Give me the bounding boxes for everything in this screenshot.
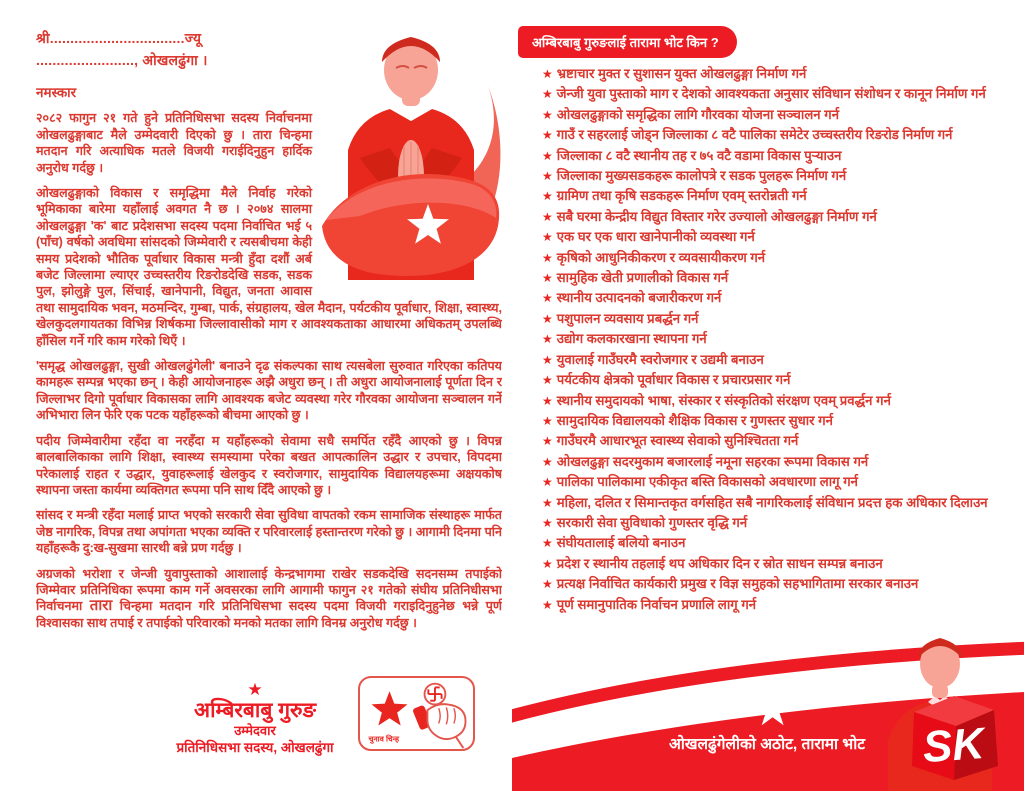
star-bullet-icon: ★ xyxy=(542,597,553,612)
star-bullet-icon: ★ xyxy=(542,250,553,265)
star-bullet-icon: ★ xyxy=(542,373,553,388)
star-bullet-icon: ★ xyxy=(542,413,553,428)
manifesto-item xyxy=(542,227,1018,247)
manifesto-item xyxy=(542,125,1018,145)
signature-block xyxy=(140,681,370,756)
manifesto-item xyxy=(542,350,1018,370)
manifesto-item xyxy=(542,391,1018,411)
manifesto-item xyxy=(542,472,1018,492)
manifesto-item-text: उद्योग कलकारखाना स्थापना गर्न xyxy=(556,331,707,347)
paragraph-6-text-end: चिन्हमा मतदान गरि प्रतिनिधिसभा सदस्य पदमा विजयी गराइदिनुहुनेछ भन्ने पूर्ण विश्वासका साथ तपाई र तपाईको परिवारको मनको मतका लागि विनम्र अनुरोध गर्दछु । xyxy=(36,599,502,630)
star-bullet-icon: ★ xyxy=(542,475,553,490)
manifesto-item xyxy=(542,329,1018,349)
footer-slogan: ओखलढुंगेलीको अठोट, तारामा भोट xyxy=(668,736,866,753)
candidate-portrait-illustration xyxy=(320,28,502,288)
star-bullet-icon: ★ xyxy=(542,393,553,408)
manifesto-item-text: प्रत्यक्ष निर्वाचित कार्यकारी प्रमुख र विज्ञ समुहको सहभागितामा सरकार बनाउन xyxy=(556,576,919,592)
star-bullet-icon: ★ xyxy=(542,434,553,449)
manifesto-item-text: स्थानीय समुदायको भाषा, संस्कार र संस्कृतिको संरक्षण एवम् प्रवर्द्धन गर्न xyxy=(556,392,891,408)
sk-logo-text: SK xyxy=(921,718,986,773)
star-bullet-icon: ★ xyxy=(542,67,553,81)
symbol-star-icon xyxy=(372,691,408,725)
manifesto-item xyxy=(542,554,1018,574)
star-bullet-icon: ★ xyxy=(542,536,553,551)
manifesto-item-text: पर्यटकीय क्षेत्रको पूर्वाधार विकास र प्रचारप्रसार गर्न xyxy=(556,372,791,388)
sk-logo-cube-icon xyxy=(902,688,1002,783)
star-bullet-icon: ★ xyxy=(542,332,553,347)
star-bullet-icon: ★ xyxy=(542,352,553,367)
manifesto-item xyxy=(542,431,1018,451)
manifesto-item xyxy=(542,411,1018,431)
manifesto-item xyxy=(542,146,1018,166)
star-bullet-icon: ★ xyxy=(542,230,553,245)
manifesto-item-text: सामुदायिक विद्यालयको शैक्षिक विकास र गुणस्तर सुधार गर्न xyxy=(556,412,833,428)
manifesto-item xyxy=(542,574,1018,594)
star-bullet-icon: ★ xyxy=(542,556,553,571)
salutation-line-1: श्री.................................ज्यू xyxy=(36,30,202,46)
star-bullet-icon: ★ xyxy=(542,107,553,122)
manifesto-item xyxy=(542,248,1018,268)
manifesto-item-text: संघीयतालाई बलियो बनाउन xyxy=(556,535,686,551)
manifesto-item xyxy=(542,370,1018,390)
manifesto-list xyxy=(542,64,1018,615)
manifesto-item-text: स्थानीय उत्पादनको बजारीकरण गर्न xyxy=(556,290,722,306)
manifesto-item-text: महिला, दलित र सिमान्तकृत वर्गसहित सबै नागरिकलाई संविधान प्रदत्त हक अधिकार दिलाउन xyxy=(556,494,988,510)
symbol-caption: चुनाव चिन्ह xyxy=(368,734,400,744)
manifesto-item xyxy=(542,186,1018,206)
paragraph-6-text: अग्रजको भरोशा र जेन्जी युवापुस्ताको आशालाई केन्द्रभागमा राखेर सडकदेखि सदनसम्म तपाईको जिम्मेवार प्रतिनिधिका रूपमा काम गर्ने अवसरका लागि आगामी फागुन २१ गतेको संघीय प्रतिनिधीसभा निर्वाचनमा xyxy=(36,566,502,614)
star-bullet-icon: ★ xyxy=(542,128,553,143)
star-bullet-icon: ★ xyxy=(542,148,553,163)
star-bullet-icon: ★ xyxy=(542,189,553,204)
footer-star-icon: ★ xyxy=(752,683,794,735)
letter-paragraph-6 xyxy=(36,566,502,632)
manifesto-item xyxy=(542,452,1018,472)
star-bullet-icon: ★ xyxy=(542,291,553,306)
manifesto-item xyxy=(542,84,1018,104)
stamping-hand-icon xyxy=(412,704,465,748)
manifesto-item-text: एक घर एक धारा खानेपानीको व्यवस्था गर्न xyxy=(556,229,755,245)
salutation-line-2: ........................, ओखलढुंगा । xyxy=(36,51,208,68)
candidate-photo xyxy=(320,28,502,288)
star-bullet-icon: ★ xyxy=(542,454,553,469)
manifesto-item xyxy=(542,207,1018,227)
letter-paragraph-4: पदीय जिम्मेवारीमा रहँदा वा नरहँदा म यहाँहरूको सेवामा सधै समर्पित रहँदै आएको छु । विपन्न बालबालिकाका लागि शिक्षा, स्वास्थ्य समस्यामा परेका बखत आपत्कालिन उद्धार र उपचार, विपदमा परेकालाई राहत र उद्धार, युवाहरूलाई खेलकुद र स्वरोजगार, सामुदायिक विद्यालयहरूमा अक्षयकोष स्थापना जस्ता कार्यमा व्यक्तिगत रूपमा पनि साथ दिँदै आएको छु । xyxy=(36,433,502,497)
election-symbol-illustration xyxy=(360,678,473,749)
star-bullet-icon: ★ xyxy=(542,271,553,286)
candidate-name: अम्बिरबाबु गुरुङ xyxy=(194,699,316,722)
manifesto-item-text: युवालाई गाउँघरमै स्वरोजगार र उद्यमी बनाउन xyxy=(556,351,764,367)
star-bullet-icon: ★ xyxy=(542,87,553,102)
manifesto-item-text: ग्रामिण तथा कृषि सडकहरू निर्माण एवम् स्तरोन्नती गर्न xyxy=(556,188,807,204)
star-bullet-icon: ★ xyxy=(542,311,553,326)
manifesto-item xyxy=(542,595,1018,615)
manifesto-item-text: जिल्लाका ८ वटै स्थानीय तह र ७५ वटै वडामा विकास पुऱ्याउन xyxy=(556,147,842,163)
manifesto-item-text: पशुपालन व्यवसाय प्रबर्द्धन गर्न xyxy=(556,310,699,326)
header-banner: अम्बिरबाबु गुरुङलाई तारामा भोट किन ? xyxy=(518,26,737,58)
footer-band xyxy=(512,626,1024,791)
letter-paragraph-1: २०८२ फागुन २१ गते हुने प्रतिनिधिसभा सदस्य निर्वाचनमा ओखलढुङ्गाबाट मैले उम्मेदवारी दिएको छु । तारा चिन्हमा मतदान गरि अत्याधिक मतले विजयी गराईदिनुहुन हार्दिक अनुरोध गर्दछु । xyxy=(36,111,312,175)
manifesto-item xyxy=(542,288,1018,308)
candidate-position: प्रतिनिधिसभा सदस्य, ओखलढुंगा xyxy=(176,740,334,755)
star-bullet-icon: ★ xyxy=(542,495,553,510)
manifesto-item xyxy=(542,533,1018,553)
manifesto-item-text: गाउँघरमै आधारभूत स्वास्थ्य सेवाको सुनिश्चितता गर्न xyxy=(556,433,799,449)
candidate-role: उम्मेदवार xyxy=(234,723,276,738)
sk-logo xyxy=(902,688,1002,783)
manifesto-item xyxy=(542,309,1018,329)
manifesto-item-text: भ्रष्टाचार मुक्त र सुशासन युक्त ओखलढुङ्गा निर्माण गर्न xyxy=(556,66,807,81)
manifesto-item-text: कृषिको आधुनिकीकरण र व्यवसायीकरण गर्न xyxy=(556,249,766,265)
manifesto-item xyxy=(542,105,1018,125)
star-bullet-icon: ★ xyxy=(542,209,553,224)
right-page xyxy=(512,0,1024,791)
manifesto-item-text: जेन्जी युवा पुस्ताको माग र देशको आवश्यकता अनुसार संविधान संशोधन र कानून निर्माण गर्न xyxy=(556,86,986,102)
star-bullet-icon: ★ xyxy=(542,577,553,592)
greeting: नमस्कार xyxy=(36,85,77,101)
left-page-text-flow xyxy=(36,28,502,676)
manifesto-item-text: सबै घरमा केन्द्रीय विद्युत विस्तार गरेर उज्यालो ओखलढुङ्गा निर्माण गर्न xyxy=(556,208,877,224)
symbol-word-tara: तारा xyxy=(89,597,113,615)
signature-star-icon: ★ xyxy=(247,680,263,699)
letter-paragraph-2: ओखलढुङ्गाको विकास र समृद्धिमा मैले निर्वाह गरेको भूमिकाका बारेमा यहाँलाई अवगत नै छ । २०७४ सालमा ओखलढुङ्गा 'क' बाट प्रदेशसभा सदस्य पदमा निर्वाचित भई ५ (पाँच) वर्षको अवधिमा सांसदको जिम्मेवारी र त्यसबीचमा केही समय प्रदेशको भौतिक पूर्वाधार विकास मन्त्री हुँदा दशौं अर्ब बजेट जिल्लामा ल्याएर उच्चस्तरीय रिङरोडदेखि सडक, सडक पुल, झोलुङ्गे पुल, सिंचाई, खानेपानी, विद्युत, जनता आवास तथा सामुदायिक भवन, मठमन्दिर, गुम्बा, पार्क, संग्रहालय, खेल मैदान, पर्यटकीय पूर्वाधार, शिक्षा, स्वास्थ्य, खेलकुदलगायतका विभिन्न शिर्षकमा जिल्लावासीको माग र आवश्यकताका आधारमा अधिकतम् उपलब्धि हाँसिल गर्ने गरि काम गरेको थिएँ । xyxy=(36,186,502,348)
letter-paragraph-3: 'समृद्ध ओखलढुङ्गा, सुखी ओखलढुंगेली' बनाउने दृढ संकल्पका साथ त्यसबेला सुरुवात गरिएका कतिपय कामहरू सम्पन्न भएका छन् । केही आयोजनाहरू अझै अधुरा छन् । ती अधुरा आयोजनालाई पूर्णता दिन र जिल्लाभर दिगो पूर्वाधार विकासका लागि आवश्यक बजेट व्यवस्था गरेर गौरवका आयोजना सञ्चालन गर्ने अभिभारा लिन फेरि एक पटक यहाँहरूको बीचमा आएको छु । xyxy=(36,359,502,423)
manifesto-item-text: जिल्लाका मुख्यसडकहरू कालोपत्रे र सडक पुलहरू निर्माण गर्न xyxy=(556,168,847,184)
election-symbol-box xyxy=(358,676,475,751)
manifesto-item-text: पूर्ण समानुपातिक निर्वाचन प्रणालि लागू गर्न xyxy=(556,596,757,612)
manifesto-item-text: सरकारी सेवा सुविधाको गुणस्तर वृद्धि गर्न xyxy=(556,514,748,530)
manifesto-item xyxy=(542,493,1018,513)
manifesto-item-text: प्रदेश र स्थानीय तहलाई थप अधिकार दिन र स्रोत साधन सम्पन्न बनाउन xyxy=(556,555,883,571)
letter-paragraph-5: सांसद र मन्त्री रहँदा मलाई प्राप्त भएको सरकारी सेवा सुविधा वापतको रकम सामाजिक संस्थाहरू मार्फत जेष्ठ नागरिक, विपन्न तथा अपांगता भएका व्यक्ति र परिवारलाई हस्तान्तरण गरेको छु । आगामी दिनमा पनि यहाँहरूकै दु:ख-सुखमा सारथी बन्ने प्रण गर्दछु । xyxy=(36,508,502,556)
manifesto-item xyxy=(542,64,1018,84)
manifesto-item xyxy=(542,513,1018,533)
manifesto-item-text: ओखलढुङ्गा सदरमुकाम बजारलाई नमूना सहरका रूपमा विकास गर्न xyxy=(556,453,869,469)
star-bullet-icon: ★ xyxy=(542,515,553,530)
manifesto-item-text: गाउँ र सहरलाई जोड्न जिल्लाका ८ वटै पालिका समेटेर उच्चस्तरीय रिङरोड निर्माण गर्न xyxy=(556,127,953,143)
manifesto-item xyxy=(542,166,1018,186)
manifesto-item-text: सामुहिक खेती प्रणालीको विकास गर्न xyxy=(556,270,729,286)
manifesto-item-text: पालिका पालिकामा एकीकृत बस्ति विकासको अवधारणा लागू गर्न xyxy=(556,474,858,490)
manifesto-item-text: ओखलढुङ्गाको समृद्धिका लागि गौरवका योजना सञ्चालन गर्न xyxy=(556,106,840,122)
manifesto-item xyxy=(542,268,1018,288)
star-bullet-icon: ★ xyxy=(542,169,553,184)
